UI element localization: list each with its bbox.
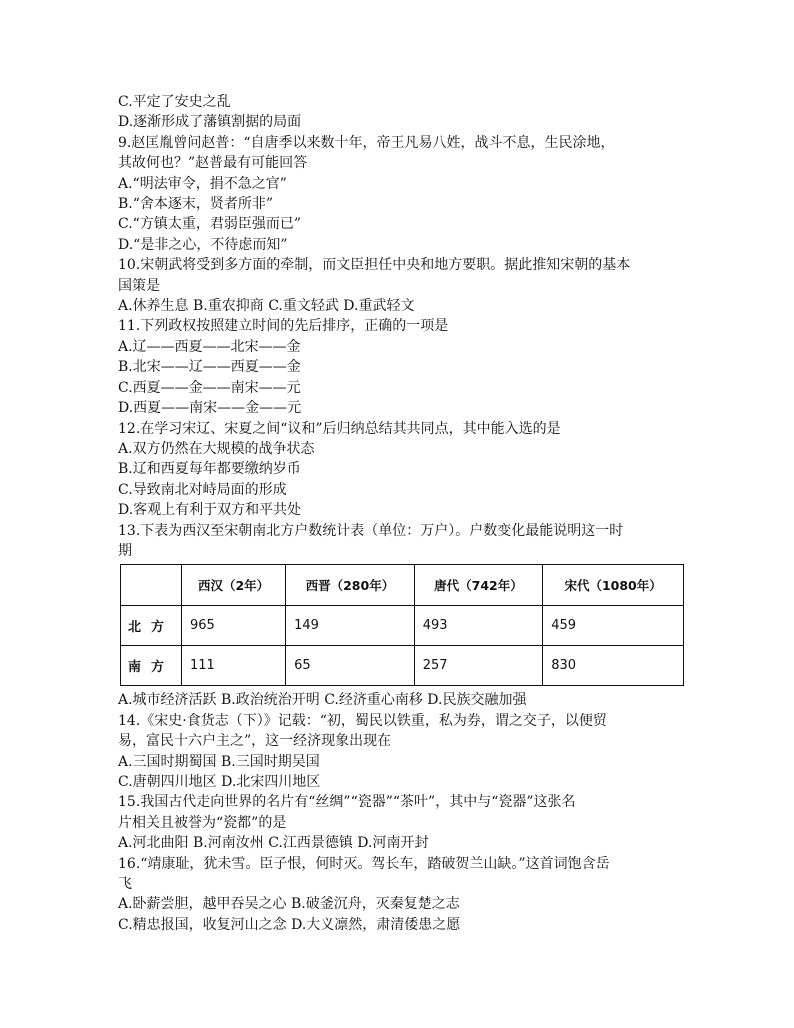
text-line: D.逐渐形成了藩镇割据的局面 — [118, 114, 302, 131]
text-line: 15.我国古代走向世界的名片有“丝绸”“瓷器”“茶叶”，其中与“瓷器”这张名 — [118, 794, 576, 811]
text-line: D.“是非之心，不待虑而知” — [118, 236, 288, 253]
table-cell: 149 — [286, 606, 415, 646]
table-cell: 65 — [286, 646, 415, 686]
text-line: 9.赵匡胤曾问赵普：“自唐季以来数十年，帝王凡易八姓，战斗不息，生民涂地， — [118, 134, 615, 151]
text-line: B.辽和西夏每年都要缴纳岁币 — [118, 461, 301, 478]
table-row — [121, 646, 684, 686]
table-header-row — [121, 565, 684, 606]
text-line: C.“方镇太重，君弱臣强而已” — [118, 216, 301, 233]
table-cell: 257 — [414, 646, 543, 686]
text-line: C.导致南北对峙局面的形成 — [118, 481, 287, 498]
text-line: 11.下列政权按照建立时间的先后排序，正确的一项是 — [118, 318, 449, 335]
text-line: A.辽——西夏——北宋——金 — [118, 338, 301, 355]
exam-page — [118, 92, 688, 935]
table-cell: 459 — [543, 606, 684, 646]
table-cell: 111 — [182, 646, 286, 686]
text-line: 16.“靖康耻，犹未雪。臣子恨，何时灭。驾长车，踏破贺兰山缺。”这首词饱含岳 — [118, 855, 610, 872]
text-line: A.双方仍然在大规模的战争状态 — [118, 440, 315, 457]
table-corner-cell — [121, 565, 182, 606]
text-line: D.客观上有利于双方和平共处 — [118, 502, 302, 519]
text-line: C.平定了安史之乱 — [118, 94, 231, 110]
text-line: 期 — [118, 542, 132, 559]
table-header-cell: 西汉（2年） — [182, 565, 286, 606]
text-line: 12.在学习宋辽、宋夏之间“议和”后归纳总结其共同点，其中能入选的是 — [118, 420, 561, 437]
text-line: B.北宋——辽——西夏——金 — [118, 359, 301, 376]
table-header-cell: 西晋（280年） — [286, 565, 415, 606]
text-line: 其故何也？”赵普最有可能回答 — [118, 155, 308, 172]
text-line: 飞 — [118, 876, 132, 892]
text-line: C.精忠报国，收复河山之念 D.大义凛然，肃清倭患之愿 — [118, 916, 461, 933]
text-line: 片相关且被誉为“瓷都”的是 — [118, 814, 287, 831]
row-header-north: 北方 — [121, 606, 182, 646]
table-cell: 830 — [543, 646, 684, 686]
table-cell: 965 — [182, 606, 286, 646]
table-cell: 493 — [414, 606, 543, 646]
text-line: 13.下表为西汉至宋朝南北方户数统计表（单位：万户）。户数变化最能说明这一时 — [118, 522, 624, 539]
question-block-bottom — [118, 690, 688, 935]
text-line: 国策是 — [118, 277, 160, 294]
question-block-top — [118, 92, 688, 561]
table-header-cell: 唐代（742年） — [414, 565, 543, 606]
text-line: A.河北曲阳 B.河南汝州 C.江西景德镇 D.河南开封 — [118, 835, 429, 852]
text-line: A.城市经济活跃 B.政治统治开明 C.经济重心南移 D.民族交融加强 — [118, 692, 527, 709]
text-line: 14.《宋史·食货志（下）》记载：“初，蜀民以铁重，私为券，谓之交子，以便贸 — [118, 712, 607, 729]
text-line: C.唐朝四川地区 D.北宋四川地区 — [118, 773, 321, 790]
text-line: A.休养生息 B.重农抑商 C.重文轻武 D.重武轻文 — [118, 298, 415, 315]
table-header-cell: 宋代（1080年） — [543, 565, 684, 606]
text-line: A.“明法审令，捐不急之官” — [118, 175, 287, 192]
table-row — [121, 606, 684, 646]
row-header-south: 南方 — [121, 646, 182, 686]
text-line: C.西夏——金——南宋——元 — [118, 379, 301, 396]
text-line: 易，富民十六户主之”，这一经济现象出现在 — [118, 733, 392, 750]
text-line: A.三国时期蜀国 B.三国时期吴国 — [118, 753, 320, 770]
household-statistics-table — [120, 564, 684, 686]
text-line: D.西夏——南宋——金——元 — [118, 400, 302, 417]
text-line: 10.宋朝武将受到多方面的牵制，而文臣担任中央和地方要职。据此推知宋朝的基本 — [118, 257, 631, 274]
text-line: A.卧薪尝胆，越甲吞吴之心 B.破釜沉舟，灭秦复楚之志 — [118, 896, 460, 913]
text-line: B.“舍本逐末，贤者所非” — [118, 196, 274, 213]
